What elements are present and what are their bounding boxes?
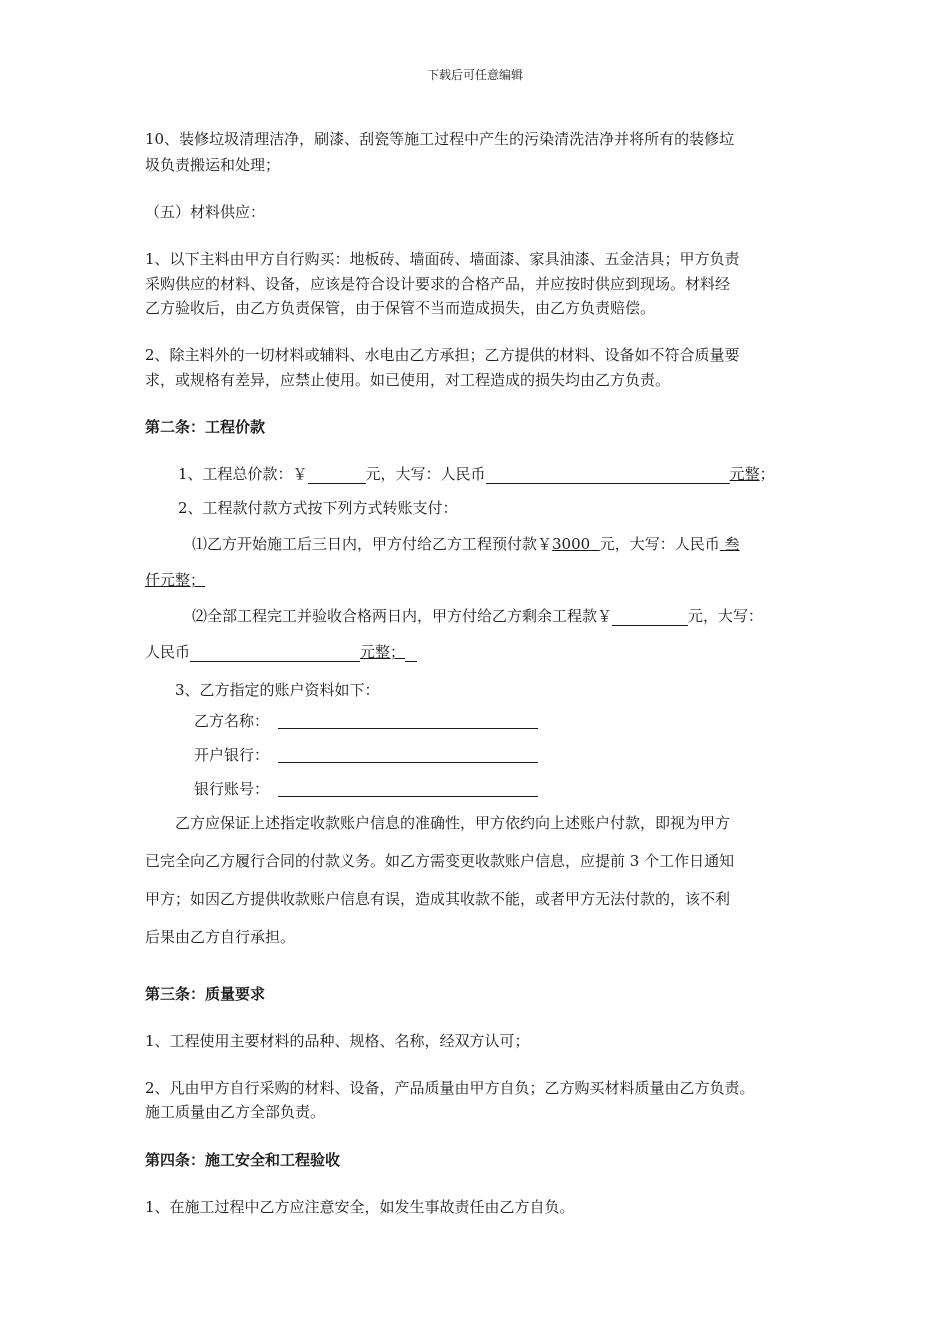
total-price-blank: [308, 465, 366, 484]
clause-10-line-1: 10、装修垃圾清理洁净，刷漆、刮瓷等施工过程中产生的污染清洗洁净并将所有的装修垃: [145, 130, 735, 148]
account-info-heading: 3、乙方指定的账户资料如下：: [175, 681, 380, 699]
account-name-blank: [278, 728, 538, 729]
stage-1-capital-label: 元，大写：人民币: [599, 535, 720, 553]
stage-1-text: ⑴乙方开始施工后三日内，甲方付给乙方工程预付款￥: [192, 535, 553, 553]
article-3-heading: 第三条：质量要求: [145, 985, 266, 1003]
stage-2-amount-blank: [612, 607, 688, 626]
stage-1-amount: 3000: [552, 535, 591, 553]
stage-1-line-2: 仟元整；: [145, 571, 206, 589]
materials-1-line-3: 乙方验收后，由乙方负责保管，由于保管不当而造成损失，由乙方负责赔偿。: [145, 299, 656, 317]
materials-2-line-1: 2、除主料外的一切材料或辅料、水电由乙方承担；乙方提供的材料、设备如不符合质量要: [145, 346, 740, 364]
account-name-label: 乙方名称：: [194, 712, 270, 730]
article-2-heading: 第二条：工程价款: [145, 418, 266, 436]
total-price-capital-label: 元，大写：人民币: [365, 465, 486, 483]
section-materials-heading: （五）材料供应：: [145, 203, 266, 221]
page-header: 下载后可任意编辑: [426, 68, 523, 82]
account-note-line-4: 后果由乙方自行承担。: [145, 928, 296, 946]
total-price-label: 1、工程总价款：￥: [178, 465, 308, 483]
quality-2-line-1: 2、凡由甲方自行采购的材料、设备，产品质量由甲方自负；乙方购买材料质量由乙方负责。: [145, 1079, 755, 1097]
stage-2-rmb-label: 人民币: [145, 643, 191, 661]
stage-1-capital-value: 叁: [724, 535, 740, 553]
stage-2-suffix-tail: [405, 643, 417, 662]
safety-1: 1、在施工过程中乙方应注意安全，如发生事故责任由乙方自负。: [145, 1198, 575, 1216]
total-price-end: ；: [759, 465, 775, 483]
stage-2-capital-label: 元，大写：: [688, 607, 764, 625]
stage-2-capital-blank: [190, 643, 360, 662]
quality-2-line-2: 施工质量由乙方全部负责。: [145, 1103, 326, 1121]
total-price-line: [178, 464, 775, 484]
account-number-label: 银行账号：: [194, 780, 270, 798]
stage-1-line-1: [192, 534, 740, 554]
stage-2-line-2: [145, 642, 417, 662]
materials-1-line-1: 1、以下主料由甲方自行购买：地板砖、墙面砖、墙面漆、家具油漆、五金洁具；甲方负责: [145, 250, 740, 268]
account-note-line-3: 甲方；如因乙方提供收款账户信息有误，造成其收款不能，或者甲方无法付款的，该不利: [145, 890, 731, 908]
account-number-blank: [278, 796, 538, 797]
account-note-line-2: 已完全向乙方履行合同的付款义务。如乙方需变更收款账户信息，应提前 3 个工作日通知: [145, 852, 735, 870]
materials-2-line-2: 求，或规格有差异，应禁止使用。如已使用，对工程造成的损失均由乙方负责。: [145, 371, 671, 389]
total-price-suffix: 元整: [729, 465, 760, 483]
payment-method-line: 2、工程款付款方式按下列方式转账支付：: [178, 499, 458, 517]
total-price-capital-blank: [486, 465, 730, 484]
stage-2-line-1: [192, 606, 763, 626]
materials-1-line-2: 采购供应的材料、设备，应该是符合设计要求的合格产品，并应按时供应到现场。材料经: [145, 275, 731, 293]
stage-2-suffix: 元整；: [360, 643, 406, 661]
account-bank-blank: [278, 762, 538, 763]
account-note-line-1: 乙方应保证上述指定收款账户信息的准确性，甲方依约向上述账户付款，即视为甲方: [175, 814, 731, 832]
stage-2-text: ⑵全部工程完工并验收合格两日内，甲方付给乙方剩余工程款￥: [192, 607, 613, 625]
clause-10-line-2: 圾负责搬运和处理；: [145, 156, 281, 174]
account-bank-label: 开户银行：: [194, 746, 270, 764]
quality-1: 1、工程使用主要材料的品种、规格、名称，经双方认可；: [145, 1032, 530, 1050]
stage-1-amount-pad: [590, 535, 600, 553]
article-4-heading: 第四条：施工安全和工程验收: [145, 1151, 341, 1169]
